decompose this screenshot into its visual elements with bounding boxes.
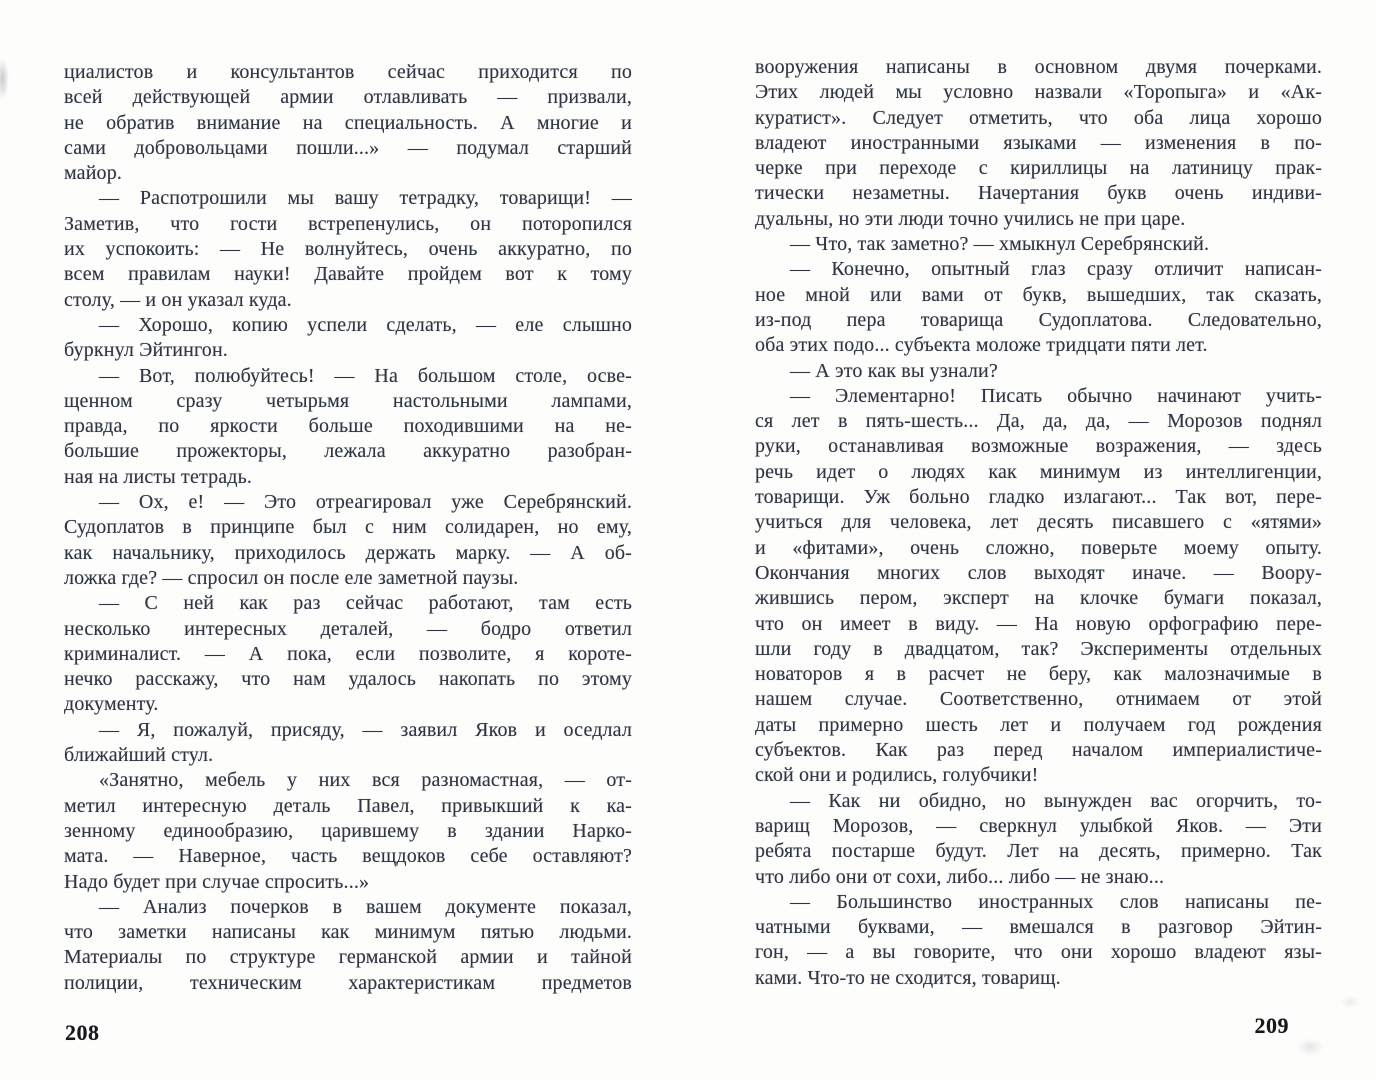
text-line: Заметив, что гости встрепенулись, он поторопился [64,212,632,235]
text-line: гон, — а вы говорите, что они хорошо владеют язы- [755,941,1322,964]
text-line: учиться для человека, лет десять писавшего с «ятями» [755,511,1322,534]
paragraph [755,384,1322,789]
text-line: новаторов я в расчет не беру, как малозначимые в [755,663,1322,686]
text-line: Этих людей мы условно назвали «Торопыга» и «Ак- [755,81,1322,104]
text-line: — С ней как раз сейчас работают, там есть [99,592,632,615]
paragraph [64,364,632,490]
paragraph [64,591,632,717]
text-line: оба этих подо... субъекта моложе тридцати пяти лет. [755,334,1208,357]
paragraph [755,232,1322,257]
text-column-left [64,60,632,996]
text-line: ложка где? — спросил он после еле заметной паузы. [64,566,519,589]
text-line: — Я, пожалуй, присяду, — заявил Яков и оседлал [99,718,632,741]
text-line: что он имеет в виду. — На новую орфографию пере- [755,612,1322,635]
text-line: нашем случае. Соответственно, отнимаем от этой [755,688,1322,711]
text-line: ребята постарше будут. Лет на десять, примерно. Так [755,840,1322,863]
text-line: Материалы по структуре германской армии и тайной [64,946,632,969]
text-line: ками. Что-то не сходится, товарищ. [755,966,1061,989]
text-line: руки, останавливая возможные возражения, — здесь [755,435,1322,458]
text-line: мата. — Наверное, часть вещдоков себе оставляют? [64,845,632,868]
paragraph [64,186,632,312]
text-line: не обратив внимание на специальность. А многие и [64,111,632,134]
text-line: правда, по яркости больше походившими на не- [64,415,632,438]
scan-smudge [1340,995,1360,1009]
paragraph [755,890,1322,991]
text-line: «Занятно, мебель у них вся разномастная, — от- [99,769,632,792]
text-line: майор. [64,162,122,185]
paragraph [64,60,632,186]
text-column-right [755,55,1322,991]
paragraph [64,718,632,769]
text-line: ближайший стул. [64,744,214,767]
text-line: криминалист. — А пока, если позволите, я короте- [64,642,632,665]
text-line: буркнул Эйтингон. [64,339,228,362]
text-line: полиции, техническим характеристикам предметов [64,971,632,994]
text-line: что заметки написаны как минимум пятью людьми. [64,921,632,944]
text-line: — Анализ почерков в вашем документе показал, [99,895,632,918]
text-line: зенному единообразию, царившему в здании Нарко- [64,819,632,842]
text-line: и «фитами», очень сложно, поверьте моему опыту. [755,536,1322,559]
text-line: документу. [64,693,159,716]
text-line: сами добровольцами пошли...» — подумал старший [64,136,632,159]
text-line: — Большинство иностранных слов написаны пе- [790,890,1322,913]
text-line: — Как ни обидно, но вынужден вас огорчить, то- [790,789,1322,812]
text-line: из-под пера товарища Судоплатова. Следовательно, [755,308,1322,331]
text-line: Надо будет при случае спросить...» [64,870,370,893]
paragraph [64,313,632,364]
text-line: Окончания многих слов выходят иначе. — Воору- [755,561,1322,584]
text-line: — Ох, е! — Это отреагировал уже Серебрянский. [99,491,632,514]
paragraph [755,257,1322,358]
text-line: ской они и родились, голубчики! [755,764,1039,787]
text-line: вооружения написаны в основном двумя почерками. [755,56,1322,78]
page-right [755,0,1322,1080]
text-line: тически незаметны. Начертания букв очень индиви- [755,182,1322,205]
page-number-right: 209 [1254,1013,1289,1038]
text-line: владеют иностранными языками — изменения в по- [755,131,1322,154]
text-line: — Что, так заметно? — хмыкнул Серебрянский. [790,233,1210,256]
paragraph [755,55,1322,232]
paragraph [64,895,632,996]
text-line: — Вот, полюбуйтесь! — На большом столе, осве- [99,364,632,387]
text-line: ная на листы тетрадь. [64,465,253,488]
text-line: субъектов. Как раз перед началом империалистиче- [755,739,1322,762]
page-number-left: 208 [65,1020,100,1045]
text-line: всем правилам науки! Давайте пройдем вот к тому [64,263,632,286]
text-line: речь идет о людях как минимум из интеллигенции, [755,460,1322,483]
text-line: циалистов и консультантов сейчас приходится по [64,61,632,83]
text-line: — Хорошо, копию успели сделать, — еле слышно [99,313,632,336]
text-line: метил интересную деталь Павел, привыкший к ка- [64,794,632,817]
text-line: несколько интересных деталей, — бодро ответил [64,617,632,640]
text-line: — А это как вы узнали? [790,359,998,382]
text-line: — Распотрошили мы вашу тетрадку, товарищи! — [99,187,632,210]
text-line: чатными буквами, — вмешался в разговор Эйтин- [755,916,1322,939]
text-line: что либо они от сохи, либо... либо — не знаю... [755,865,1165,888]
paragraph [755,359,1322,384]
text-line: Судоплатов в принципе был с ним солидарен, но ему, [64,516,632,539]
text-line: куратист». Следует отметить, что оба лица хорошо [755,106,1322,129]
text-line: нечко расскажу, что нам удалось накопать по этому [64,668,632,691]
text-line: даты примерно шесть лет и получаем год рождения [755,713,1322,736]
text-line: как начальнику, приходилось держать марку. — А об- [64,541,632,564]
text-line: столу, — и он указал куда. [64,288,292,311]
text-line: ное мной или вами от букв, вышедших, так сказать, [755,283,1322,306]
text-line: их успокоить: — Не волнуйтесь, очень аккуратно, по [64,238,632,261]
text-line: жившись пером, эксперт на клочке бумаги показал, [755,587,1322,610]
text-line: ся лет в пять-шесть... Да, да, да, — Морозов поднял [755,410,1322,433]
paragraph [755,789,1322,890]
text-line: всей действующей армии отлавливать — призвали, [64,86,632,109]
text-line: варищ Морозов, — сверкнул улыбкой Яков. — Эти [755,814,1322,837]
text-line: — Конечно, опытный глаз сразу отличит написан- [790,258,1322,281]
text-line: шли году в двадцатом, так? Эксперименты отдельных [755,637,1322,660]
text-line: черке при переходе с кириллицы на латиницу прак- [755,157,1322,180]
text-line: товарищи. Уж больно гладко излагают... Так вот, пере- [755,486,1322,509]
text-line: — Элементарно! Писать обычно начинают учить- [790,384,1322,407]
text-line: щенном сразу четырьмя настольными лампами, [64,389,632,412]
paragraph [64,490,632,591]
scan-smudge [0,58,9,100]
text-line: дуальны, но эти люди точно учились не при царе. [755,207,1186,230]
page-left [64,0,632,1080]
text-line: большие прожекторы, лежала аккуратно разобран- [64,440,632,463]
paragraph [64,768,632,894]
